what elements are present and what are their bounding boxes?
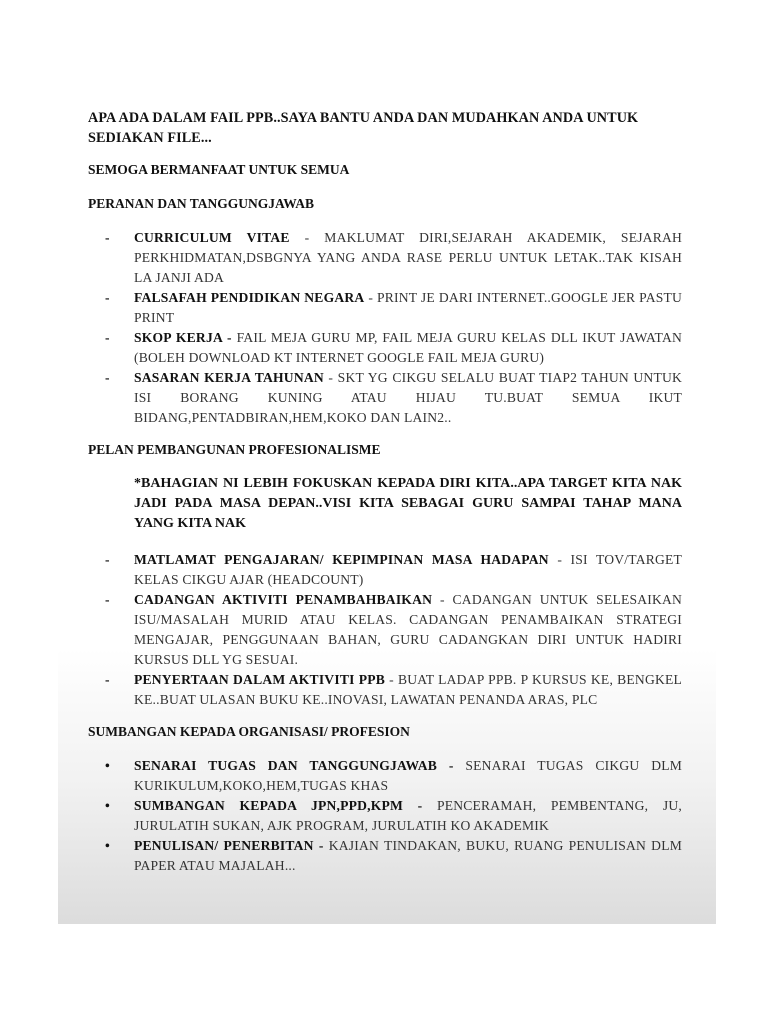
bullet-list <box>88 228 682 428</box>
list-item <box>88 670 682 710</box>
greeting-line: SEMOGA BERMANFAAT UNTUK SEMUA <box>88 162 350 177</box>
item-description: PENCERAMAH, PEMBENTANG, JU, JURULATIH SUKAN, AJK PROGRAM, JURULATIH KO AKADEMIK <box>134 798 682 833</box>
list-item <box>88 836 682 876</box>
dash-marker: - <box>105 230 110 245</box>
bullet-list <box>88 756 682 876</box>
item-description: SENARAI TUGAS CIKGU DLM KURIKULUM,KOKO,HEM,TUGAS KHAS <box>134 758 683 793</box>
item-title: FALSAFAH PENDIDIKAN NEGARA <box>134 290 365 305</box>
item-description: - MAKLUMAT DIRI,SEJARAH AKADEMIK, SEJARAH PERKHIDMATAN,DSBGNYA YANG ANDA RASE PERLU UNTUK LETAK..TAK KISAH LA JANJI ADA <box>134 230 683 285</box>
item-title: PENULISAN/ PENERBITAN - <box>134 838 324 853</box>
item-title: SKOP KERJA - <box>134 330 232 345</box>
item-description: KAJIAN TINDAKAN, BUKU, RUANG PENULISAN DLM PAPER ATAU MAJALAH... <box>134 838 682 873</box>
document-page <box>58 64 716 924</box>
item-title: SUMBANGAN KEPADA JPN,PPD,KPM - <box>134 798 423 813</box>
item-description: - BUAT LADAP PPB. P KURSUS KE, BENGKEL KE..BUAT ULASAN BUKU KE..INOVASI, LAWATAN PENANDA ARAS, PLC <box>134 672 682 707</box>
section-heading: PERANAN DAN TANGGUNGJAWAB <box>88 196 315 211</box>
bullet-marker: • <box>105 798 110 813</box>
list-item <box>88 550 682 590</box>
item-title: CADANGAN AKTIVITI PENAMBAHBAIKAN <box>134 592 433 607</box>
bullet-marker: • <box>105 758 110 773</box>
dash-marker: - <box>105 592 110 607</box>
item-description: - SKT YG CIKGU SELALU BUAT TIAP2 TAHUN UNTUK ISI BORANG KUNING ATAU HIJAU TU.BUAT SEMUA IKUT BIDANG,PENTADBIRAN,HEM,KOKO DAN LAIN2.. <box>134 370 682 425</box>
bullet-marker: • <box>105 838 110 853</box>
list-item <box>88 228 682 288</box>
item-description: - ISI TOV/TARGET KELAS CIKGU AJAR (HEADCOUNT) <box>134 552 682 587</box>
item-description: FAIL MEJA GURU MP, FAIL MEJA GURU KELAS DLL IKUT JAWATAN (BOLEH DOWNLOAD KT INTERNET GOOGLE FAIL MEJA GURU) <box>134 330 682 365</box>
bullet-list <box>88 550 682 710</box>
dash-marker: - <box>105 552 110 567</box>
section-heading: PELAN PEMBANGUNAN PROFESIONALISME <box>88 442 381 457</box>
list-item <box>88 756 682 796</box>
item-title: PENYERTAAN DALAM AKTIVITI PPB <box>134 672 385 687</box>
list-item <box>88 288 682 328</box>
dash-marker: - <box>105 290 110 305</box>
list-item <box>88 368 682 428</box>
item-title: SASARAN KERJA TAHUNAN <box>134 370 324 385</box>
document-body <box>88 108 682 888</box>
intro-paragraph: APA ADA DALAM FAIL PPB..SAYA BANTU ANDA DAN MUDAHKAN ANDA UNTUK SEDIAKAN FILE... <box>88 110 639 146</box>
list-item <box>88 590 682 670</box>
list-item <box>88 796 682 836</box>
dash-marker: - <box>105 370 110 385</box>
section-heading: SUMBANGAN KEPADA ORGANISASI/ PROFESION <box>88 724 410 739</box>
section-note: *BAHAGIAN NI LEBIH FOKUSKAN KEPADA DIRI KITA..APA TARGET KITA NAK JADI PADA MASA DEPAN..VISI KITA SEBAGAI GURU SAMPAI TAHAP MANA YANG KITA NAK <box>134 476 682 531</box>
item-description: - CADANGAN UNTUK SELESAIKAN ISU/MASALAH MURID ATAU KELAS. CADANGAN PENAMBAIKAN STRATEGI MENGAJAR, PENGGUNAAN BAHAN, GURU CADANGKAN DIRI UNTUK HADIRI KURSUS DLL YG SESUAI. <box>134 592 683 667</box>
list-item <box>88 328 682 368</box>
dash-marker: - <box>105 672 110 687</box>
item-description: - PRINT JE DARI INTERNET..GOOGLE JER PASTU PRINT <box>134 290 682 325</box>
dash-marker: - <box>105 330 110 345</box>
item-title: MATLAMAT PENGAJARAN/ KEPIMPINAN MASA HADAPAN <box>134 552 549 567</box>
item-title: SENARAI TUGAS DAN TANGGUNGJAWAB - <box>134 758 454 773</box>
item-title: CURRICULUM VITAE <box>134 230 290 245</box>
